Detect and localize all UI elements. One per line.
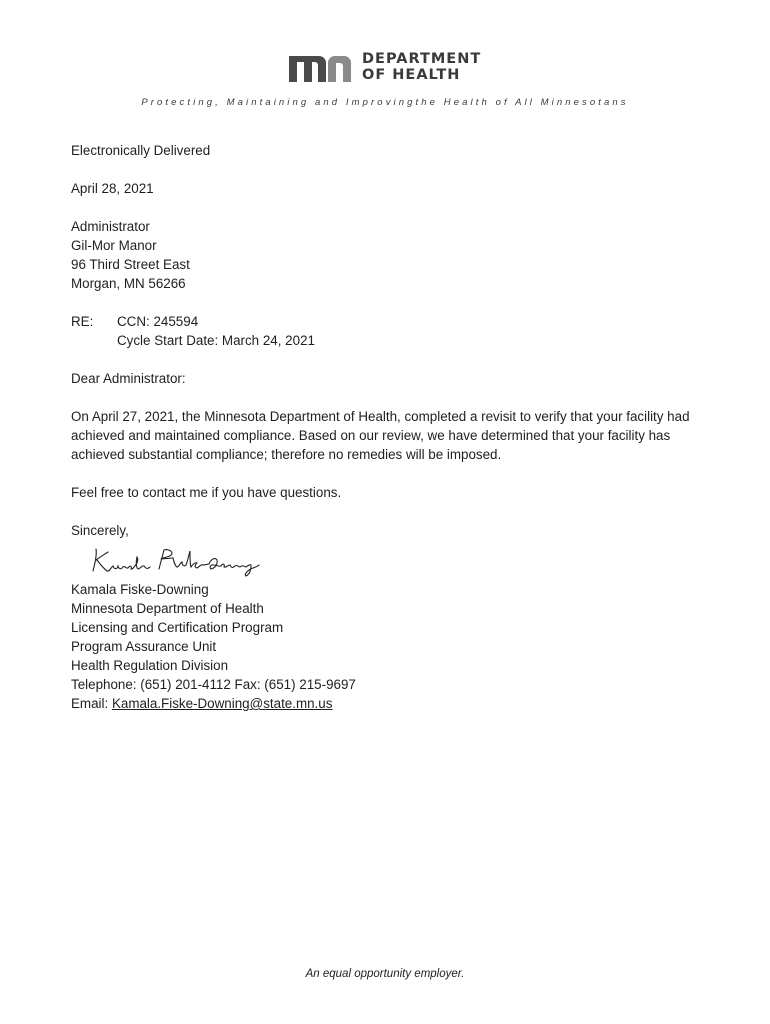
contact-line: Feel free to contact me if you have questions. <box>71 485 342 500</box>
sender-phone-fax: Telephone: (651) 201-4112 Fax: (651) 215-9697 <box>71 677 356 692</box>
salutation: Dear Administrator: <box>71 371 186 386</box>
recipient-line: Gil-Mor Manor <box>71 238 157 253</box>
recipient-line: Morgan, MN 56266 <box>71 276 186 291</box>
sender-division: Health Regulation Division <box>71 658 229 673</box>
email-link[interactable]: Kamala.Fiske-Downing@state.mn.us <box>111 696 333 711</box>
recipient-line: Administrator <box>71 219 150 234</box>
mdh-logo <box>289 50 489 86</box>
logo-wordmark <box>362 51 481 83</box>
handwritten-signature <box>87 545 277 577</box>
email-label: Email: <box>71 696 112 711</box>
sender-unit: Program Assurance Unit <box>71 639 217 654</box>
re-cycle-start-date: Cycle Start Date: March 24, 2021 <box>117 333 315 348</box>
sender-organization: Minnesota Department of Health <box>71 601 264 616</box>
sender-email-line <box>71 694 711 713</box>
re-label: RE: <box>71 314 94 329</box>
mn-logo-mark-icon <box>289 50 357 82</box>
recipient-address <box>71 217 711 293</box>
sender-name: Kamala Fiske-Downing <box>71 582 209 597</box>
closing: Sincerely, <box>71 523 129 538</box>
body-paragraph: On April 27, 2021, the Minnesota Department of Health, completed a revisit to verify that your facility had achieved and maintained compliance. Based on our review, we have determined that your facility has achieved substantial compliance; therefore no remedies will be imposed. <box>71 409 690 462</box>
re-lines <box>117 312 315 350</box>
tagline: Protecting, Maintaining and Improvingthe Health of All Minnesotans <box>141 97 629 108</box>
delivery-method: Electronically Delivered <box>71 143 211 158</box>
letter-body <box>71 141 711 732</box>
re-section <box>71 312 711 350</box>
recipient-line: 96 Third Street East <box>71 257 190 272</box>
sender-block <box>71 580 711 713</box>
letter-date: April 28, 2021 <box>71 181 154 196</box>
sender-program: Licensing and Certification Program <box>71 620 284 635</box>
logo-line-department: DEPARTMENT <box>362 51 482 67</box>
re-ccn: CCN: 245594 <box>117 314 199 329</box>
logo-line-of-health: OF HEALTH <box>362 67 461 83</box>
footer-eoe: An equal opportunity employer. <box>305 968 465 980</box>
